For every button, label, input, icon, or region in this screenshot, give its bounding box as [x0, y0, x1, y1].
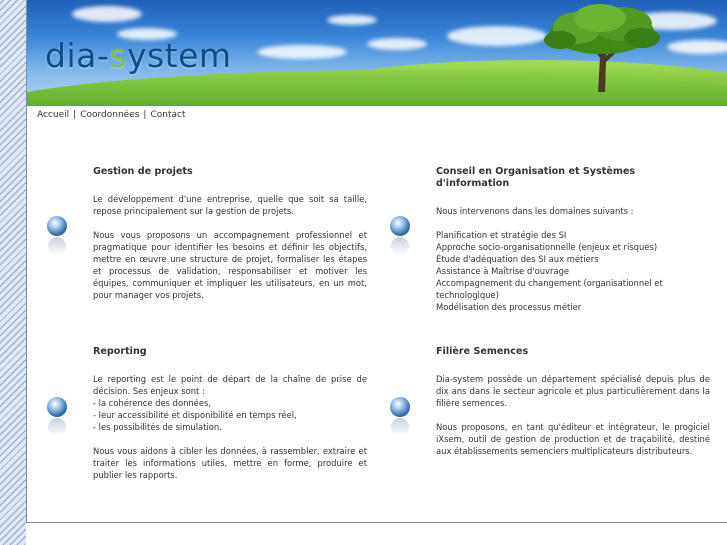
list-item: Modélisation des processus métier [436, 302, 582, 312]
list-item: Planification et stratégie des SI [436, 230, 567, 240]
section-paragraph: Le développement d'une entreprise, quelle que soit sa taille, repose principalement sur la gestion de projets. [93, 194, 367, 216]
page-frame [26, 0, 727, 523]
sphere-icon [45, 215, 69, 257]
section-intro: Le reporting est le point de départ de la chaîne de prise de décision. Ses enjeux sont : [93, 374, 367, 396]
list-item: technologique) [436, 290, 499, 300]
tree-icon [532, 0, 672, 95]
section-intro: Nous intervenons dans les domaines suivants : [436, 206, 634, 216]
footer-strip [26, 523, 727, 545]
section-paragraph: Nous vous proposons un accompagnement professionnel et pragmatique pour identifier les besoins et définir les objectifs, mettre en œuvre une structure de projet, formaliser les étapes et processus de validation, responsabiliser et motiver les équipes, communiquer et impliquer les utilisateurs, en un mot, pour manager vos projets. [93, 230, 367, 300]
sphere-icon [45, 396, 69, 438]
list-item: - la cohérence des données, [93, 398, 212, 408]
list-item: Étude d'adéquation des SI aux métiers [436, 254, 599, 264]
nav-link-accueil[interactable]: Accueil [37, 110, 70, 120]
section-title: Filière Semences [436, 346, 529, 357]
nav-separator: | [143, 110, 147, 120]
section-paragraph: Dia-system possède un département spécialisé depuis plus de dix ans dans le secteur agricole et plus particulièrement dans la filière semences. [436, 374, 710, 408]
nav-link-contact[interactable]: Contact [150, 110, 186, 120]
list-item: Assistance à Maîtrise d'ouvrage [436, 266, 570, 276]
sphere-icon [388, 396, 412, 438]
list-item: - leur accessibilité et disponibilité en temps réel, [93, 410, 297, 420]
nav-link-coordonnees[interactable]: Coordonnées [80, 110, 140, 120]
section-paragraph: Nous vous aidons à cibler les données, à rassembler, extraire et traiter les informations utiles, mettre en forme, produire et publier les rapports. [93, 446, 367, 480]
section-title: Gestion de projets [93, 166, 193, 177]
section-reporting [93, 346, 367, 493]
section-title: Conseil en Organisation et Systèmes d'information [436, 166, 636, 189]
site-logo[interactable]: dia-system [45, 36, 232, 75]
section-conseil-organisation [436, 166, 700, 313]
section-gestion-projets [93, 166, 367, 313]
section-paragraph: Nous proposons, en tant qu'éditeur et intégrateur, le progiciel iXsem, outil de gestion de production et de traçabilité, destiné aux établissements semenciers multiplicateurs distributeurs. [436, 422, 710, 456]
section-title: Reporting [93, 346, 147, 357]
section-filiere-semences [436, 346, 710, 469]
header-banner [27, 0, 727, 106]
sphere-icon [388, 215, 412, 257]
nav-separator: | [73, 110, 77, 120]
list-item: Approche socio-organisationnelle (enjeux et risques) [436, 242, 658, 252]
main-nav [37, 110, 185, 120]
list-item: Accompagnement du changement (organisationnel et [436, 278, 663, 288]
domain-list [436, 229, 700, 313]
list-item: - les possibilités de simulation. [93, 422, 222, 432]
stakes-list [93, 397, 367, 433]
